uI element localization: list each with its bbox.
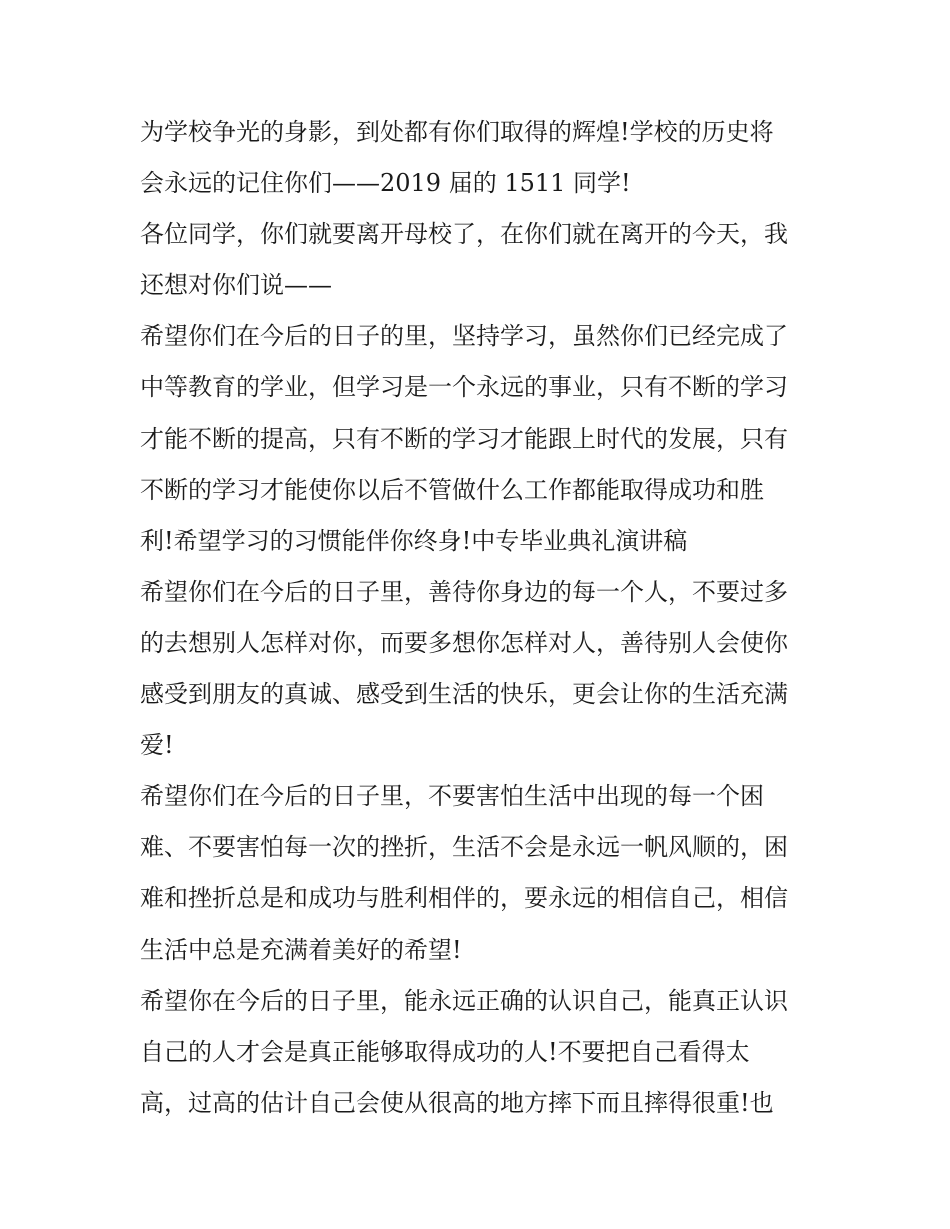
text-line: 生活中总是充满着美好的希望! [140,935,462,964]
text-line: 还想对你们说—— [140,271,332,300]
text-line: 高，过高的估计自己会使从很高的地方摔下而且摔得很重!也 [140,1088,774,1117]
text-line: 难、不要害怕每一次的挫折，生活不会是永远一帆风顺的，困 [140,833,788,862]
text-line: 感受到朋友的真诚、感受到生活的快乐，更会让你的生活充满 [140,680,788,709]
text-line: 会永远的记住你们——2019 届的 1511 同学! [140,169,631,198]
text-line: 的去想别人怎样对你，而要多想你怎样对人，善待别人会使你 [140,628,788,657]
text-line: 希望你在今后的日子里，能永远正确的认识自己，能真正认识 [140,986,788,1015]
text-line: 希望你们在今后的日子里，不要害怕生活中出现的每一个困 [140,782,764,811]
text-line: 才能不断的提高，只有不断的学习才能跟上时代的发展，只有 [140,424,788,453]
text-line: 中等教育的学业，但学习是一个永远的事业，只有不断的学习 [140,373,788,402]
text-line: 爱! [140,731,174,760]
text-line: 各位同学，你们就要离开母校了，在你们就在离开的今天，我 [140,220,788,249]
text-line: 自己的人才会是真正能够取得成功的人!不要把自己看得太 [140,1037,750,1066]
text-line: 难和挫折总是和成功与胜利相伴的，要永远的相信自己，相信 [140,884,788,913]
text-line: 不断的学习才能使你以后不管做什么工作都能取得成功和胜 [140,475,764,504]
text-line: 希望你们在今后的日子的里，坚持学习，虽然你们已经完成了 [140,322,788,351]
document-body [140,107,830,1129]
text-line: 利!希望学习的习惯能伴你终身!中专毕业典礼演讲稿 [140,526,688,555]
text-line: 为学校争光的身影，到处都有你们取得的辉煌!学校的历史将 [140,118,774,146]
text-line: 希望你们在今后的日子里，善待你身边的每一个人，不要过多 [140,577,788,606]
